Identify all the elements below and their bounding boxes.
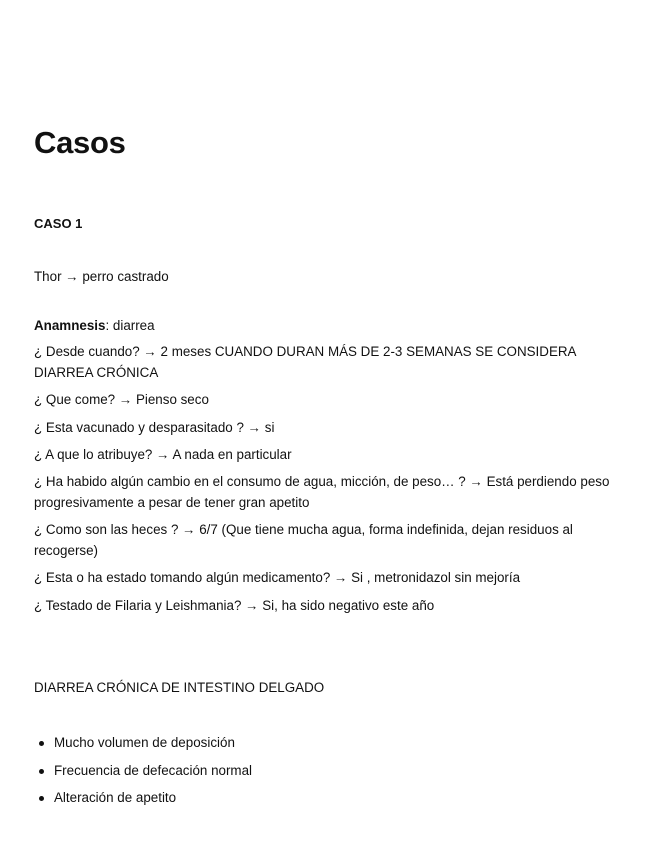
question-line: ¿ Desde cuando? → 2 meses CUANDO DURAN MÁS DE 2-3 SEMANAS SE CONSIDERA DIARREA CRÓNICA [34,344,576,380]
bullet-icon [39,741,44,746]
bullet-icon [39,769,44,774]
page-title: Casos [34,125,126,160]
list-item [34,761,252,781]
question-line: ¿ Ha habido algún cambio en el consumo de agua, micción, de peso… ? → Está perdiendo peso progresivamente a pesar de tener gran apetito [34,474,610,510]
section-heading: DIARREA CRÓNICA DE INTESTINO DELGADO [34,680,325,695]
question-line: ¿ A que lo atribuye? → A nada en particular [34,447,292,462]
patient-line: Thor → perro castrado [34,269,169,284]
list-item [34,733,252,753]
bullet-list [34,733,252,816]
anamnesis-value: : diarrea [105,318,155,333]
bullet-icon [39,796,44,801]
anamnesis-line [34,316,614,337]
question-line: ¿ Como son las heces ? → 6/7 (Que tiene mucha agua, forma indefinida, dejan residuos al recogerse) [34,522,573,558]
question-line: ¿ Que come? → Pienso seco [34,392,209,407]
list-item-text: Alteración de apetito [54,790,177,805]
question-line: ¿ Testado de Filaria y Leishmania? → Si, ha sido negativo este año [34,598,435,613]
list-item-text: Mucho volumen de deposición [54,735,235,750]
case-heading: CASO 1 [34,216,83,231]
question-line: ¿ Esta o ha estado tomando algún medicamento? → Si , metronidazol sin mejoría [34,570,521,585]
anamnesis-label: Anamnesis [34,318,106,333]
question-line: ¿ Esta vacunado y desparasitado ? → si [34,420,275,435]
list-item [34,788,252,808]
list-item-text: Frecuencia de defecación normal [54,762,252,778]
